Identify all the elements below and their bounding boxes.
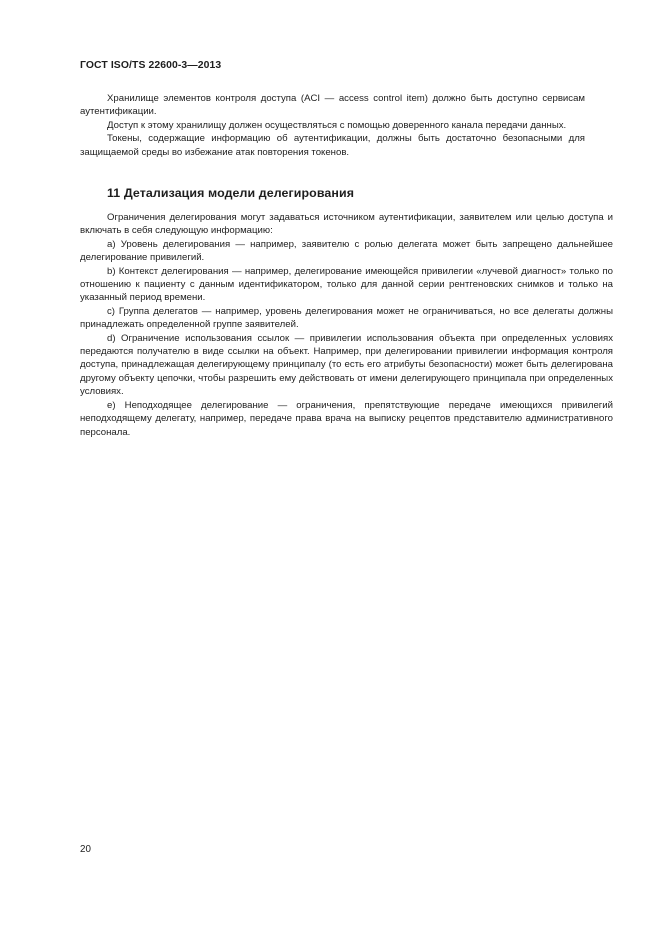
list-item-d: d) Ограничение использования ссылок — привилегии использования объекта при определенных условиях передаются получателю в виде ссылки на объект. Например, при делегировании привилегии информация контроля доступа, принадлежащая делегирующему принципалу (то есть его атрибуты безопасности) может быть делегирована другому объекту цепочки, чтобы разрешить ему действовать от имени делегирующего принципала при определенных условиях. — [80, 332, 613, 398]
section-text-block — [80, 211, 613, 439]
intro-text-block — [80, 92, 585, 159]
paragraph-tokens: Токены, содержащие информацию об аутентификации, должны быть достаточно безопасными для защищаемой среды во избежание атак повторения токенов. — [80, 133, 585, 158]
list-item-a: a) Уровень делегирования — например, заявителю с ролью делегата может быть запрещено дальнейшее делегирование привилегий. — [80, 238, 613, 264]
section-heading: 11 Детализация модели делегирования — [107, 186, 355, 200]
list-item-b: b) Контекст делегирования — например, делегирование имеющейся привилегии «лучевой диагност» только по отношению к пациенту с данным идентификатором, только для данной серии рентгеновских снимков и только на указанный период времени. — [80, 265, 613, 304]
list-item-c: c) Группа делегатов — например, уровень делегирования может не ограничиваться, но все делегаты должны принадлежать определенной группе заявителей. — [80, 305, 613, 331]
paragraph-constraints-intro: Ограничения делегирования могут задаваться источником аутентификации, заявителем или целью доступа и включать в себя следующую информацию: — [80, 212, 613, 237]
paragraph-aci-storage: Хранилище элементов контроля доступа (ACI — access control item) должно быть доступно сервисам аутентификации. — [80, 93, 585, 118]
standard-header: ГОСТ ISO/TS 22600-3—2013 — [80, 60, 222, 71]
paragraph-trusted-channel: Доступ к этому хранилищу должен осуществляться с помощью доверенного канала передачи данных. — [107, 119, 567, 131]
page-number: 20 — [80, 844, 91, 855]
list-item-e: e) Неподходящее делегирование — ограничения, препятствующие передаче имеющихся привилегий неподходящему делегату, например, передаче права врача на выписку рецептов представителю административного персонала. — [80, 399, 613, 438]
